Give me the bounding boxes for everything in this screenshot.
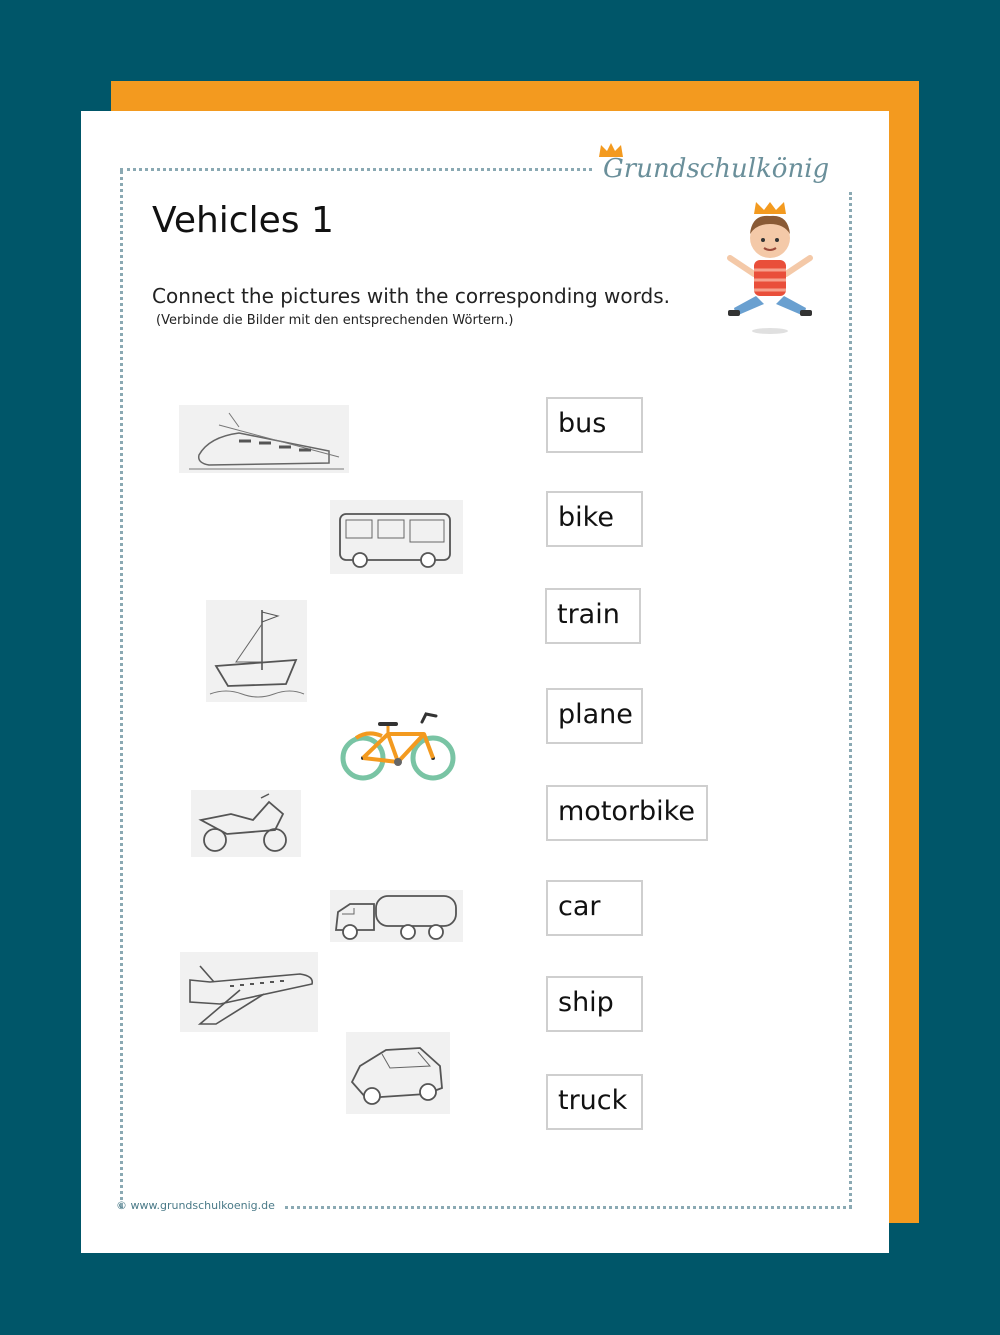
word-box-motorbike[interactable] (546, 785, 708, 841)
frame-border-bottom (285, 1206, 852, 1209)
ship-picture[interactable] (206, 600, 307, 702)
word-label: truck (558, 1085, 628, 1116)
word-box-train[interactable] (545, 588, 641, 644)
car-icon (346, 1032, 450, 1114)
plane-icon (180, 952, 318, 1032)
worksheet-title: Vehicles 1 (152, 200, 334, 241)
word-box-bike[interactable] (546, 491, 643, 547)
bus-picture[interactable] (330, 500, 463, 574)
bike-picture[interactable] (338, 708, 458, 784)
plane-picture[interactable] (180, 952, 318, 1032)
frame-border-left (120, 170, 123, 1208)
instruction-text: Connect the pictures with the corresponding words. (152, 284, 670, 308)
bus-icon (330, 500, 463, 574)
ship-icon (206, 600, 307, 702)
frame-border-right (849, 192, 852, 1208)
brand-name: Grundschulkönig (603, 154, 830, 184)
truck-icon (330, 890, 463, 942)
kid-mascot-illustration (720, 196, 820, 336)
truck-picture[interactable] (330, 890, 463, 942)
footer-copyright[interactable]: © www.grundschulkoenig.de (116, 1199, 275, 1212)
word-label: car (558, 891, 601, 922)
word-label: motorbike (558, 796, 695, 827)
train-picture[interactable] (179, 405, 349, 473)
brand-logo (600, 150, 860, 190)
word-label: ship (558, 987, 614, 1018)
bike-icon (338, 708, 458, 784)
word-box-ship[interactable] (546, 976, 643, 1032)
car-picture[interactable] (346, 1032, 450, 1114)
instruction-translation: (Verbinde die Bilder mit den entsprechenden Wörtern.) (156, 313, 514, 328)
word-box-car[interactable] (546, 880, 643, 936)
word-box-truck[interactable] (546, 1074, 643, 1130)
frame-border-top (120, 168, 592, 171)
word-box-plane[interactable] (546, 688, 643, 744)
word-label: train (557, 599, 620, 630)
word-box-bus[interactable] (546, 397, 643, 453)
motorbike-picture[interactable] (191, 790, 301, 857)
word-label: plane (558, 699, 633, 730)
word-label: bike (558, 502, 614, 533)
train-icon (179, 405, 349, 473)
motorbike-icon (191, 790, 301, 857)
word-label: bus (558, 408, 607, 439)
